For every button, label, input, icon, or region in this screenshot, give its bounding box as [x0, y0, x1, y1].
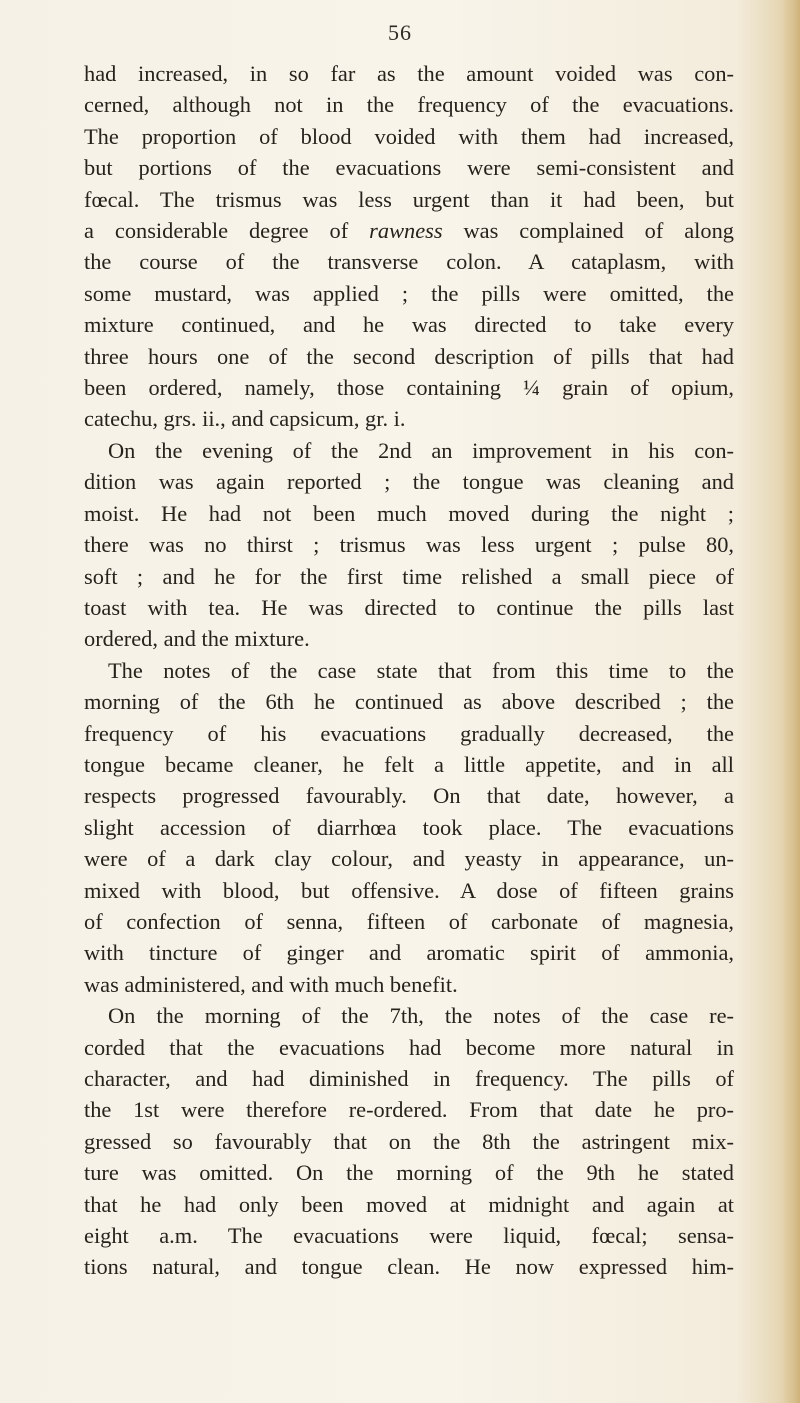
text-line: morning of the 6th he continued as above described ; the	[84, 689, 734, 715]
text-line: frequency of his evacuations gradually decreased, the	[84, 720, 734, 746]
text-line: gressed so favourably that on the 8th the astringent mix-	[84, 1128, 734, 1154]
text-line: On the morning of the 7th, the notes of the case re-	[108, 1003, 734, 1029]
body-text	[84, 58, 734, 1283]
text-line: The notes of the case state that from this time to the	[108, 657, 734, 683]
page-edge-shading	[782, 0, 800, 1403]
text-line: of confection of senna, fifteen of carbonate of magnesia,	[84, 908, 734, 934]
text-line: the course of the transverse colon. A cataplasm, with	[84, 249, 734, 275]
text-line: that he had only been moved at midnight and again at	[84, 1191, 734, 1217]
text-line: been ordered, namely, those containing ¼ grain of opium,	[84, 375, 734, 401]
text-line: ordered, and the mixture.	[84, 626, 310, 652]
text-line: had increased, in so far as the amount voided was con-	[84, 61, 734, 86]
text-line: there was no thirst ; trismus was less urgent ; pulse 80,	[84, 532, 734, 558]
text-line: cerned, although not in the frequency of the evacuations.	[84, 92, 734, 118]
text-line: were of a dark clay colour, and yeasty in appearance, un-	[84, 846, 734, 872]
text-line: toast with tea. He was directed to continue the pills last	[84, 594, 734, 620]
italic-word: rawness	[369, 218, 443, 244]
text-line: fœcal. The trismus was less urgent than it had been, but	[84, 186, 734, 212]
text-line: corded that the evacuations had become more natural in	[84, 1034, 734, 1060]
text-line: the 1st were therefore re-ordered. From that date he pro-	[84, 1097, 734, 1123]
text-line: catechu, grs. ii., and capsicum, gr. i.	[84, 406, 406, 432]
text-line: three hours one of the second description of pills that had	[84, 343, 734, 369]
text-line: moist. He had not been much moved during the night ;	[84, 500, 734, 526]
text-line: respects progressed favourably. On that date, however, a	[84, 783, 734, 809]
text-line: eight a.m. The evacuations were liquid, fœcal; sensa-	[84, 1223, 734, 1249]
text-line: character, and had diminished in frequency. The pills of	[84, 1066, 734, 1091]
text-line: dition was again reported ; the tongue was cleaning and	[84, 469, 734, 495]
text-line: mixed with blood, but offensive. A dose of fifteen grains	[84, 877, 734, 903]
text-line: some mustard, was applied ; the pills were omitted, the	[84, 280, 734, 306]
text-line: tongue became cleaner, he felt a little appetite, and in all	[84, 751, 734, 777]
text-line: ture was omitted. On the morning of the 9th he stated	[84, 1160, 734, 1186]
page-number: 56	[388, 20, 412, 45]
text-line: mixture continued, and he was directed to take every	[84, 312, 734, 338]
text-line: On the evening of the 2nd an improvement in his con-	[108, 437, 734, 463]
text-line: The proportion of blood voided with them had increased,	[84, 123, 734, 149]
text-line: but portions of the evacuations were semi-consistent and	[84, 155, 734, 181]
text-line: with tincture of ginger and aromatic spirit of ammonia,	[84, 940, 734, 966]
text-line: slight accession of diarrhœa took place. The evacuations	[84, 814, 734, 840]
text-line: was administered, and with much benefit.	[84, 971, 458, 997]
text-line: soft ; and he for the first time relished a small piece of	[84, 563, 734, 589]
text-line: tions natural, and tongue clean. He now expressed him-	[84, 1254, 734, 1280]
text-line: a considerable degree of rawness was complained of along	[84, 218, 734, 244]
